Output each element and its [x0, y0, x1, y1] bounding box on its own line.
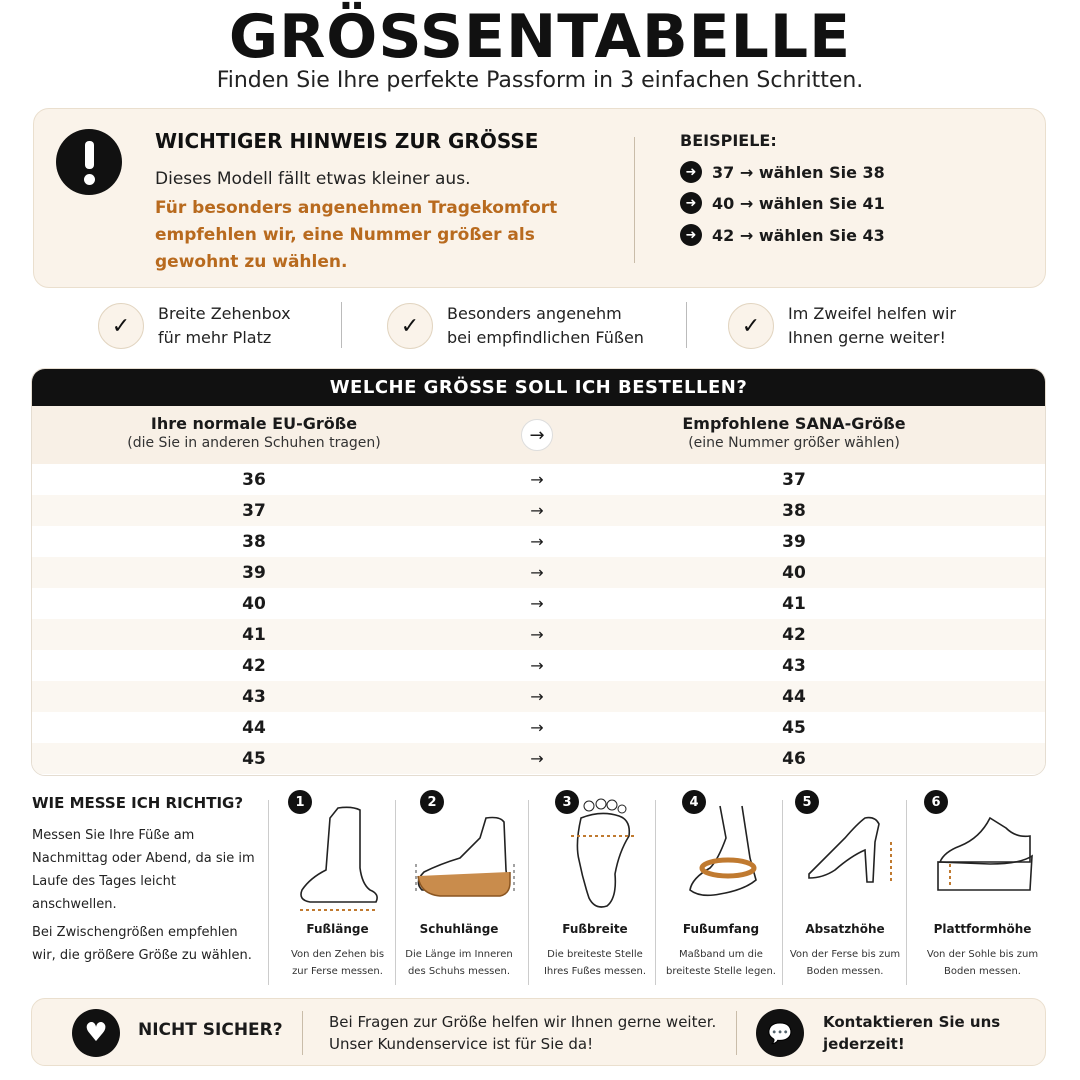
step-number: 1: [288, 790, 312, 814]
divider: [302, 1011, 303, 1055]
step-label: Fußbreite: [562, 922, 628, 936]
page-subtitle: Finden Sie Ihre perfekte Passform in 3 einfachen Schritten.: [216, 68, 864, 93]
column-subtitle-eu: (die Sie in anderen Schuhen tragen): [127, 435, 381, 451]
step-description: Von der Ferse bis zum Boden messen.: [789, 949, 901, 977]
example-item: [680, 224, 885, 246]
feature-comfort: [387, 300, 644, 352]
example-text: 42 → wählen Sie 43: [712, 225, 885, 245]
sana-size-cell: 40: [782, 562, 806, 583]
step-label: Absatzhöhe: [805, 922, 885, 936]
divider: [268, 800, 269, 985]
arrow-right-icon: →: [530, 687, 544, 706]
step-number: 3: [555, 790, 579, 814]
feature-line: Ihnen gerne weiter!: [788, 328, 946, 347]
arrow-right-icon: →: [530, 563, 544, 582]
example-text: 37 → wählen Sie 38: [712, 162, 885, 182]
arrow-right-icon: →: [530, 594, 544, 613]
divider: [395, 800, 396, 985]
column-subtitle-sana: (eine Nummer größer wählen): [688, 435, 900, 451]
foot-circumference-icon: [670, 798, 780, 918]
sana-size-cell: 44: [782, 686, 806, 707]
step-number: 2: [420, 790, 444, 814]
table-row: [32, 743, 1045, 774]
table-row: [32, 526, 1045, 557]
feature-wide-toebox: [98, 300, 291, 352]
step-label: Plattformhöhe: [933, 922, 1032, 936]
page-title: GRÖSSENTABELLE: [228, 2, 852, 72]
measure-title: WIE MESSE ICH RICHTIG?: [32, 794, 244, 812]
sana-size-cell: 37: [782, 469, 806, 490]
step-description: Von den Zehen bis zur Ferse messen.: [290, 949, 385, 977]
measure-step-heel-height: [785, 790, 905, 995]
feature-help: [728, 300, 956, 352]
eu-size-cell: 45: [242, 748, 266, 769]
notice-highlight: Für besonders angenehmen Tragekomfort empfehlen wir, eine Nummer größer als gewohnt zu wählen.: [155, 198, 558, 272]
eu-size-cell: 37: [242, 500, 266, 521]
measure-step-foot-width: [535, 790, 655, 995]
table-row: [32, 495, 1045, 526]
eu-size-cell: 41: [242, 624, 266, 645]
step-label: Schuhlänge: [419, 922, 499, 936]
arrow-right-icon: →: [530, 625, 544, 644]
example-text: 40 → wählen Sie 41: [712, 193, 885, 213]
divider: [528, 800, 529, 985]
sana-size-cell: 42: [782, 624, 806, 645]
feature-line: Breite Zehenbox: [158, 304, 291, 323]
arrow-right-icon: →: [521, 419, 553, 451]
notice-text: Dieses Modell fällt etwas kleiner aus.: [155, 169, 471, 189]
column-title-sana: Empfohlene SANA-Größe: [682, 414, 906, 433]
help-footer: [31, 998, 1046, 1066]
arrow-right-icon: →: [530, 532, 544, 551]
measure-step-platform-height: [920, 790, 1045, 995]
platform-height-icon: [930, 798, 1040, 918]
footer-text: Bei Fragen zur Größe helfen wir Ihnen gerne weiter. Unser Kundenservice ist für Sie da!: [329, 1013, 717, 1053]
divider: [906, 800, 907, 985]
eu-size-cell: 38: [242, 531, 266, 552]
table-row: [32, 712, 1045, 743]
arrow-right-icon: →: [530, 749, 544, 768]
arrow-right-icon: →: [530, 470, 544, 489]
step-number: 5: [795, 790, 819, 814]
eu-size-cell: 40: [242, 593, 266, 614]
eu-size-cell: 44: [242, 717, 266, 738]
arrow-right-icon: ➜: [680, 224, 702, 246]
sana-size-cell: 39: [782, 531, 806, 552]
table-row: [32, 557, 1045, 588]
table-row: [32, 619, 1045, 650]
eu-size-cell: 39: [242, 562, 266, 583]
step-number: 4: [682, 790, 706, 814]
table-row: [32, 681, 1045, 712]
divider: [686, 302, 687, 348]
arrow-right-icon: ➜: [680, 161, 702, 183]
sana-size-cell: 43: [782, 655, 806, 676]
size-table-column-header: [32, 406, 1045, 464]
examples-title: BEISPIELE:: [680, 131, 777, 150]
eu-size-cell: 36: [242, 469, 266, 490]
exclamation-icon: [56, 129, 122, 195]
size-notice-box: [33, 108, 1046, 288]
feature-line: bei empfindlichen Füßen: [447, 328, 644, 347]
example-item: [680, 192, 885, 214]
step-description: Maßband um die breiteste Stelle legen.: [666, 949, 776, 977]
measure-step-shoe-length: [400, 790, 518, 995]
shoe-length-icon: [410, 798, 520, 918]
sana-size-cell: 41: [782, 593, 806, 614]
heel-height-icon: [795, 798, 905, 918]
feature-line: für mehr Platz: [158, 328, 272, 347]
step-number: 6: [924, 790, 948, 814]
divider: [634, 137, 635, 263]
eu-size-cell: 42: [242, 655, 266, 676]
measure-text: Bei Zwischengrößen empfehlen wir, die größere Größe zu wählen.: [32, 925, 252, 963]
divider: [782, 800, 783, 985]
step-description: Die breiteste Stelle Ihres Fußes messen.: [543, 949, 647, 977]
sana-size-cell: 38: [782, 500, 806, 521]
arrow-right-icon: →: [530, 501, 544, 520]
arrow-right-icon: →: [530, 718, 544, 737]
example-item: [680, 161, 885, 183]
measure-text: Messen Sie Ihre Füße am Nachmittag oder Abend, da sie im Laufe des Tages leicht anschwellen.: [32, 828, 255, 912]
column-title-eu: Ihre normale EU-Größe: [150, 414, 358, 433]
checkmark-icon: ✓: [98, 303, 144, 349]
step-description: Von der Sohle bis zum Boden messen.: [926, 949, 1039, 977]
sana-size-cell: 45: [782, 717, 806, 738]
step-description: Die Länge im Inneren des Schuhs messen.: [405, 949, 513, 977]
measure-step-foot-circumference: [660, 790, 782, 995]
checkmark-icon: ✓: [728, 303, 774, 349]
feature-line: Im Zweifel helfen wir: [788, 304, 956, 323]
size-table-heading: WELCHE GRÖSSE SOLL ICH BESTELLEN?: [32, 369, 1045, 406]
arrow-right-icon: →: [530, 656, 544, 675]
step-label: Fußlänge: [306, 922, 369, 936]
foot-width-icon: [545, 798, 655, 918]
step-label: Fußumfang: [682, 922, 760, 936]
contact-link[interactable]: Kontaktieren Sie uns jederzeit!: [823, 1013, 1001, 1053]
heart-icon: ♥: [72, 1009, 120, 1057]
checkmark-icon: ✓: [387, 303, 433, 349]
notice-title: WICHTIGER HINWEIS ZUR GRÖSSE: [155, 129, 539, 153]
arrow-right-icon: ➜: [680, 192, 702, 214]
foot-length-icon: [290, 798, 390, 918]
table-row: [32, 650, 1045, 681]
eu-size-cell: 43: [242, 686, 266, 707]
measure-step-foot-length: [280, 790, 395, 995]
divider: [655, 800, 656, 985]
size-table: [31, 368, 1046, 776]
chat-bubble-icon[interactable]: 💬: [756, 1009, 804, 1057]
divider: [736, 1011, 737, 1055]
footer-title: NICHT SICHER?: [138, 1020, 283, 1040]
table-row: [32, 588, 1045, 619]
sana-size-cell: 46: [782, 748, 806, 769]
table-row: [32, 464, 1045, 495]
divider: [341, 302, 342, 348]
feature-line: Besonders angenehm: [447, 304, 622, 323]
